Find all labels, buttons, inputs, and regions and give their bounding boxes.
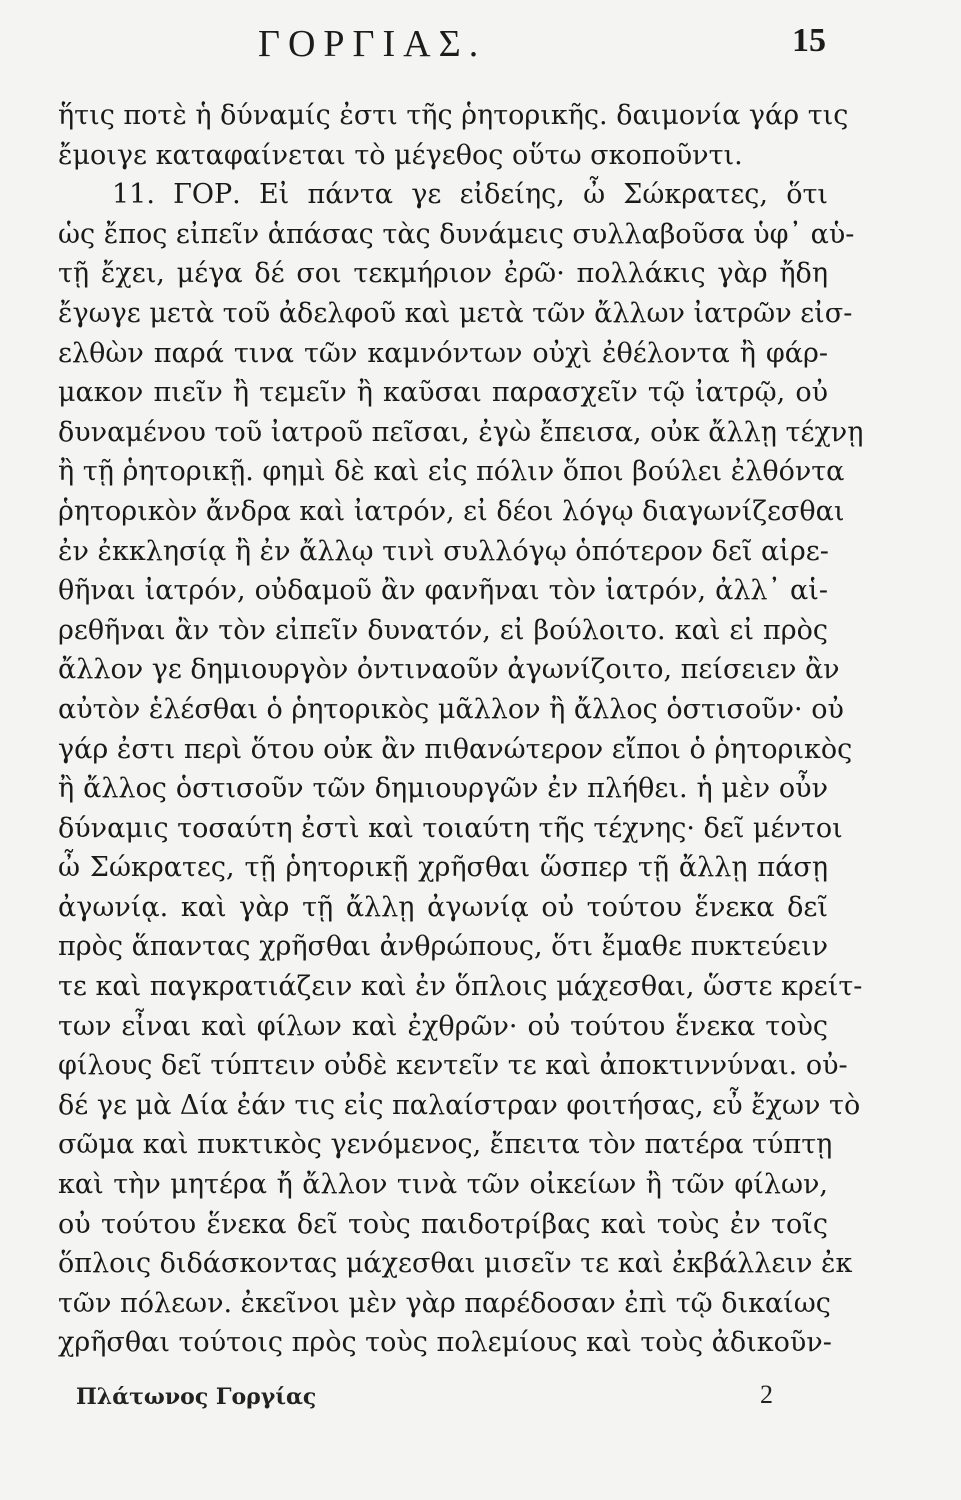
text-line: ἀγωνίᾳ. καὶ γὰρ τῇ ἄλλῃ ἀγωνίᾳ οὐ τούτου ἕνεκα δεῖ: [58, 891, 828, 923]
body-text: [58, 96, 864, 1363]
text-line: των εἶναι καὶ φίλων καὶ ἐχθρῶν· οὐ τούτου ἕνεκα τοὺς: [58, 1010, 828, 1042]
text-line: τῶν πόλεων. ἐκεῖνοι μὲν γὰρ παρέδοσαν ἐπὶ τῷ δικαίως: [58, 1287, 831, 1319]
running-title: ΓΟΡΓΙΑΣ.: [258, 23, 487, 65]
text-line: ρεθῆναι ἂν τὸν εἰπεῖν δυνατόν, εἰ βούλοιτο. καὶ εἰ πρὸς: [58, 614, 828, 646]
text-line: τε καὶ παγκρατιάζειν καὶ ἐν ὅπλοις μάχεσθαι, ὥστε κρείτ-: [58, 971, 863, 1003]
text-line: ἄλλον γε δημιουργὸν ὀντιναοῦν ἀγωνίζοιτο, πείσειεν ἂν: [58, 654, 840, 686]
text-line: ὅπλοις διδάσκοντας μάχεσθαι μισεῖν τε καὶ ἐκβάλλειν ἐκ: [58, 1248, 853, 1280]
page-number: 15: [792, 22, 826, 59]
text-line: ἔγωγε μετὰ τοῦ ἀδελφοῦ καὶ μετὰ τῶν ἄλλων ἰατρῶν εἰσ-: [58, 297, 853, 329]
text-line: χρῆσθαι τούτοις πρὸς τοὺς πολεμίους καὶ τοὺς ἀδικοῦν-: [58, 1327, 832, 1359]
text-line: φίλους δεῖ τύπτειν οὐδὲ κεντεῖν τε καὶ ἀποκτιννύναι. οὐ-: [58, 1050, 848, 1082]
text-line: ἢ ἄλλος ὁστισοῦν τῶν δημιουργῶν ἐν πλήθει. ἡ μὲν οὖν: [58, 773, 828, 805]
text-line: καὶ τὴν μητέρα ἤ ἄλλον τινὰ τῶν οἰκείων ἢ τῶν φίλων,: [58, 1169, 828, 1201]
text-line: δύναμις τοσαύτη ἐστὶ καὶ τοιαύτη τῆς τέχνης· δεῖ μέντοι: [58, 812, 843, 844]
text-line: πρὸς ἅπαντας χρῆσθαι ἀνθρώπους, ὅτι ἔμαθε πυκτεύειν: [58, 931, 828, 963]
text-line: οὐ τούτου ἕνεκα δεῖ τοὺς παιδοτρίβας καὶ τοὺς ἐν τοῖς: [58, 1208, 828, 1240]
text-line: ὡς ἔπος εἰπεῖν ἁπάσας τὰς δυνάμεις συλλαβοῦσα ὑφ᾽ αὑ-: [58, 218, 855, 250]
text-line: ἔμοιγε καταφαίνεται τὸ μέγεθος οὕτω σκοποῦντι.: [58, 139, 743, 171]
text-line: τῇ ἔχει, μέγα δέ σοι τεκμήριον ἐρῶ· πολλάκις γὰρ ἤδη: [58, 258, 828, 290]
text-line: θῆναι ἰατρόν, οὐδαμοῦ ἂν φανῆναι τὸν ἰατρόν, ἀλλ᾽ αἱ-: [58, 575, 828, 607]
text-line: ελθὼν παρά τινα τῶν καμνόντων οὐχὶ ἐθέλοντα ἢ φάρ-: [58, 337, 828, 369]
text-line: ἥτις ποτὲ ἡ δύναμίς ἐστι τῆς ῥητορικῆς. δαιμονία γάρ τις: [58, 100, 849, 131]
text-line: 11. ΓΟΡ. Εἰ πάντα γε εἰδείης, ὦ Σώκρατες, ὅτι: [112, 179, 828, 211]
text-line: σῶμα καὶ πυκτικὸς γενόμενος, ἔπειτα τὸν πατέρα τύπτῃ: [58, 1129, 833, 1161]
text-line: δυναμένου τοῦ ἰατροῦ πεῖσαι, ἐγὼ ἔπεισα, οὐκ ἄλλῃ τέχνῃ: [58, 416, 864, 448]
text-line: δέ γε μὰ Δία ἐάν τις εἰς παλαίστραν φοιτήσας, εὖ ἔχων τὸ: [58, 1089, 861, 1121]
signature-title: Πλάτωνος Γοργίας: [76, 1384, 317, 1410]
text-line: γάρ ἐστι περὶ ὅτου οὐκ ἂν πιθανώτερον εἴποι ὁ ῥητορικὸς: [58, 733, 853, 765]
signature-number: 2: [760, 1380, 773, 1409]
text-line: αὐτὸν ἑλέσθαι ὁ ῥητορικὸς μᾶλλον ἢ ἄλλος ὁστισοῦν· οὐ: [58, 693, 844, 725]
text-line: μακον πιεῖν ἢ τεμεῖν ἢ καῦσαι παρασχεῖν τῷ ἰατρῷ, οὐ: [58, 377, 828, 409]
text-line: ἐν ἐκκλησίᾳ ἢ ἐν ἄλλῳ τινὶ συλλόγῳ ὁπότερον δεῖ αἱρε-: [58, 535, 829, 567]
text-line: ὦ Σώκρατες, τῇ ῥητορικῇ χρῆσθαι ὥσπερ τῇ ἄλλῃ πάσῃ: [58, 852, 828, 884]
text-line: ῥητορικὸν ἄνδρα καὶ ἰατρόν, εἰ δέοι λόγῳ διαγωνίζεσθαι: [58, 495, 845, 527]
text-line: ἢ τῇ ῥητορικῇ. φημὶ δὲ καὶ εἰς πόλιν ὅποι βούλει ἐλθόντα: [58, 456, 845, 488]
